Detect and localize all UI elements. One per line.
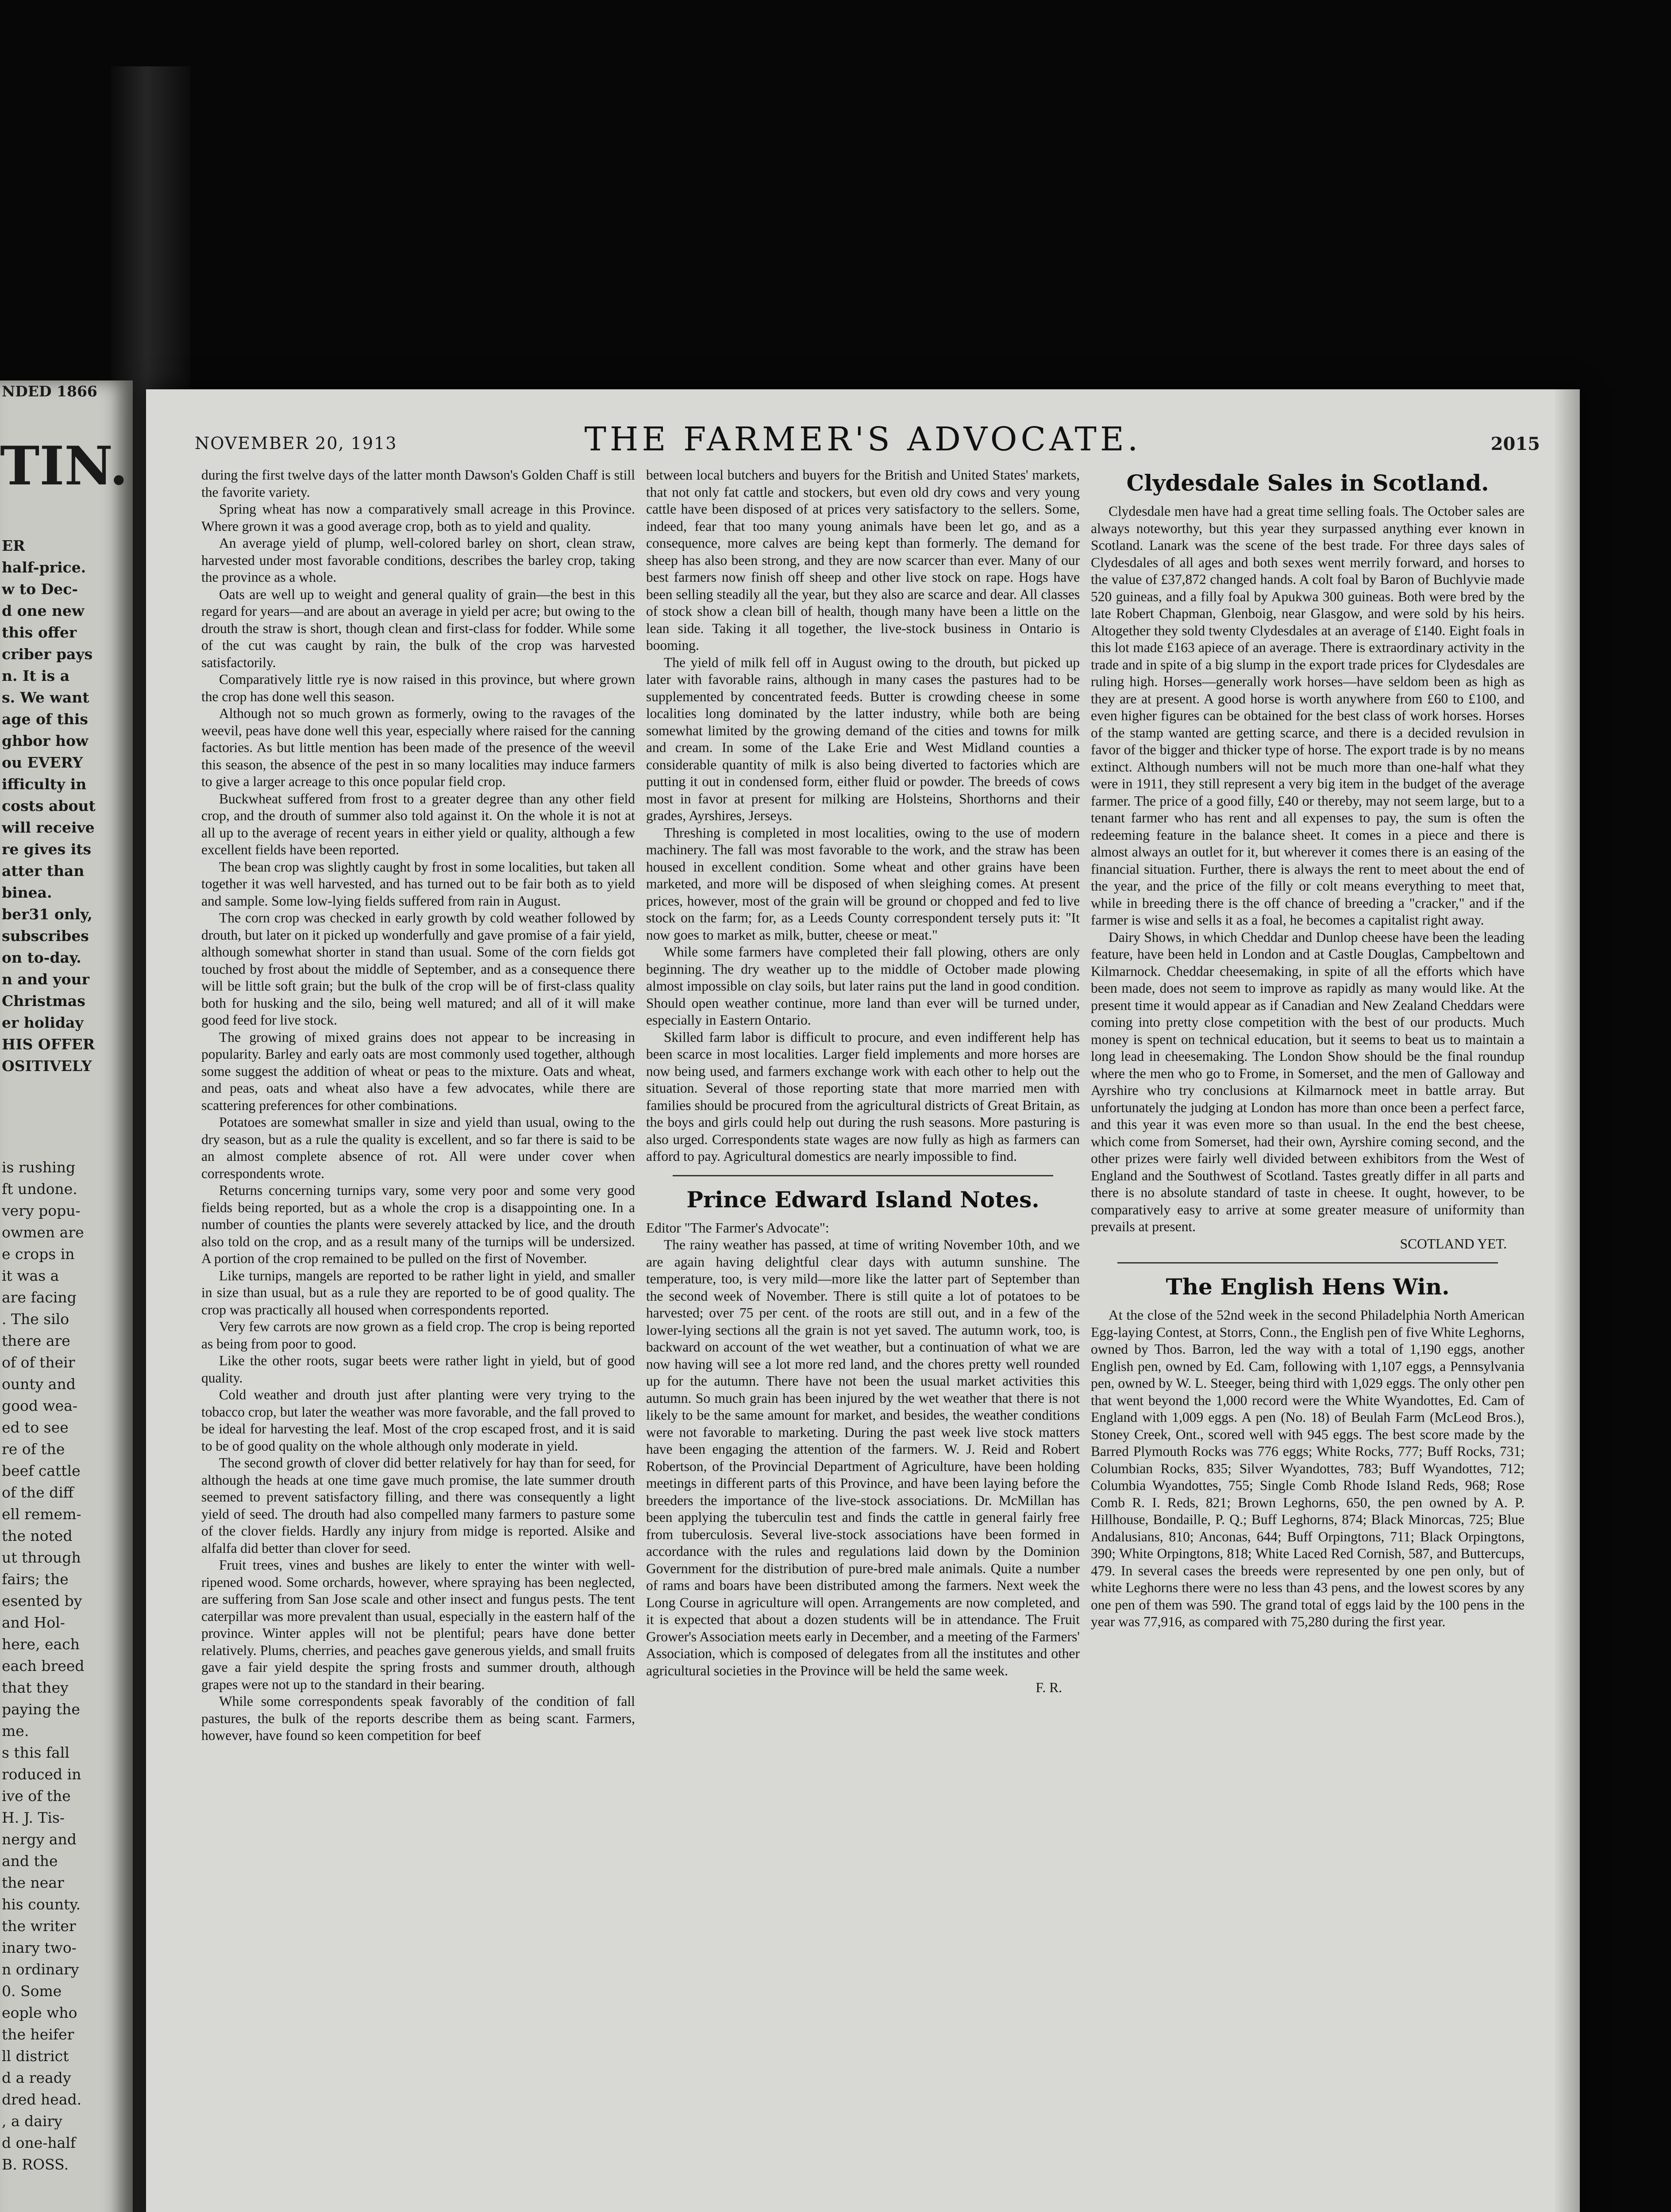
article-paragraph: The second growth of clover did better relatively for hay than for seed, for although the heads at one time gave much promise, the late summer drouth seemed to prevent satisfactory filling, and there was consequently a light yield of seed. The drouth had also compelled many farmers to pasture some of the clover fields. Hardly any injury from midge is reported. Alsike and alfalfa did better than clover for seed. — [201, 1455, 635, 1556]
facing-page-text-fragment: binea. — [2, 884, 52, 901]
facing-page-text-fragment: ut through — [2, 1549, 81, 1566]
issue-date: NOVEMBER 20, 1913 — [195, 434, 397, 453]
facing-page-text-fragment: me. — [2, 1722, 29, 1740]
article-paragraph: The growing of mixed grains does not appear to be increasing in popularity. Barley and early oats are most commonly used together, although some suggest the addition of wheat or peas to the mixture. Oats and wheat, and peas, oats and wheat also have a few advocates, while there are scattering preferences for other combinations. — [201, 1029, 635, 1113]
facing-page-text-fragment: good wea- — [2, 1397, 78, 1414]
facing-page-text-fragment: beef cattle — [2, 1462, 81, 1479]
facing-page-text-fragment: the noted — [2, 1527, 73, 1544]
page-number: 2015 — [1490, 434, 1540, 454]
facing-page-text-fragment: H. J. Tis- — [2, 1809, 65, 1826]
facing-page-text-fragment: it was a — [2, 1267, 59, 1284]
section-divider — [673, 1175, 1053, 1176]
facing-page-text-fragment: the writer — [2, 1917, 76, 1935]
article-paragraph: Skilled farm labor is difficult to procure, and even indifferent help has been scarce in most localities. Larger field implements and more horses are now being used, and farmers exchange work with each other to help out the situation. Several of those reporting state that more married men with families should be procured from the agricultural districts of Great Britain, as the boys and girls could help out during the rush seasons. More pasturing is also urged. Correspondents state wages are now fully as high as farmers can afford to pay. Agricultural domestics are nearly impossible to find. — [646, 1029, 1080, 1164]
facing-page-text-fragment: ounty and — [2, 1375, 76, 1393]
facing-page-text-fragment: ft undone. — [2, 1180, 77, 1198]
facing-page-text-fragment: TIN. — [0, 435, 128, 497]
facing-page-text-fragment: re gives its — [2, 841, 92, 858]
facing-page-text-fragment: er holiday — [2, 1014, 84, 1031]
article-paragraph: Editor "The Farmer's Advocate": — [646, 1220, 829, 1236]
article-paragraph: between local butchers and buyers for the British and United States' markets, that not only fat cattle and stockers, but even old dry cows and very young cattle have been disposed of at prices very satisfactory to the sellers. Some, indeed, fear that too many young animals have been let go, and as a consequence, more calves are being kept than formerly. The demand for sheep has also been strong, and they are now scarcer than ever. Many of our best farmers now finish off sheep and other live stock on rape. Hogs have been selling steadily all the year, but they also are scarce and dear. All classes of stock show a clean bill of health, though many have been a little on the lean side. Taking it all together, the live-stock business in Ontario is booming. — [646, 467, 1080, 653]
article-paragraph: Like the other roots, sugar beets were rather light in yield, but of good quality. — [201, 1353, 635, 1386]
article-paragraph: Fruit trees, vines and bushes are likely to enter the winter with well-ripened wood. Some orchards, however, where spraying has been neglected, are suffering from San Jose scale and other insect and fungus pests. The tent caterpillar was more prevalent than usual, especially in the eastern half of the province. Winter apples will not be plentiful; pears have done better relatively. Plums, cherries, and peaches gave generous yields, and small fruits gave a fair yield despite the spring frosts and summer drouth, although grapes were not up to the standard in their bearing. — [201, 1557, 635, 1692]
section-divider — [1117, 1262, 1498, 1263]
column-2 — [646, 467, 1080, 1697]
article-paragraph: While some farmers have completed their fall plowing, others are only beginning. The dry weather up to the middle of October made plowing almost impossible on clay soils, but later rains put the land in good condition. Should open weather continue, more land than ever will be turned under, especially in Eastern Ontario. — [646, 944, 1080, 1028]
facing-page-text-fragment: esented by — [2, 1592, 82, 1609]
article-paragraph: While some correspondents speak favorably of the condition of fall pastures, the bulk of the reports describe them as being scant. Farmers, however, have found so keen competition for beef — [201, 1694, 635, 1743]
facing-page-text-fragment: on to-day. — [2, 949, 81, 966]
article-paragraph: Threshing is completed in most localities, owing to the use of modern machinery. The fall was most favorable to the work, and the straw has been housed in excellent condition. Some wheat and other grains have been marketed, and more will be disposed of when sleighing comes. At present prices, however, most of the grain will be ground or chopped and fed to live stock on the farm; for, as a Leeds County correspondent tersely puts it: "It now goes to market as milk, butter, cheese or meat." — [646, 825, 1080, 943]
facing-page-text-fragment: roduced in — [2, 1766, 81, 1783]
facing-page-text-fragment: n and your — [2, 971, 89, 988]
facing-page-text-fragment: paying the — [2, 1701, 80, 1718]
facing-page-text-fragment: owmen are — [2, 1224, 84, 1241]
facing-page-spacer — [0, 2175, 133, 2202]
article-headline: The English Hens Win. — [1166, 1274, 1450, 1300]
facing-page-text-fragment: s this fall — [2, 1744, 69, 1761]
facing-page-text-fragment: subscribes — [2, 927, 89, 945]
facing-page-text-fragment: half-price. — [2, 559, 86, 576]
facing-page-text-fragment: atter than — [2, 862, 85, 879]
facing-page-text-fragment: B. ROSS. — [2, 2156, 69, 2173]
article-paragraph: The corn crop was checked in early growth by cold weather followed by drouth, but later on it picked up wonderfully and gave promise of a fair yield, although somewhat shorter in stand than usual. Some of the corn fields got touched by frost about the middle of September, and as a consequence there will be little soft grain; but the bulk of the crop will be of first-class quality both for husking and the silo, being well matured; and all of it will make good feed for live stock. — [201, 910, 635, 1028]
article-paragraph: Spring wheat has now a comparatively small acreage in this Province. Where grown it was a good average crop, both as to yield and quality. — [201, 501, 635, 534]
facing-page-text-fragment: of the diff — [2, 1484, 74, 1501]
facing-page-text-fragment: ou EVERY — [2, 754, 83, 771]
article-paragraph: Dairy Shows, in which Cheddar and Dunlop cheese have been the leading feature, have been held in London and at Castle Douglas, Campbeltown and Kilmarnock. Cheddar cheesemaking, in spite of all the efforts which have been made, does not seem to improve as rapidly as many would like. At the present time it would appear as if Canadian and New Zealand Cheddars were coming into pretty close competition with the best of our products. Much money is spent on technical education, but it seems to beat us to maintain a long lead in cheesemaking. The London Show should be the final roundup where the men who go to Frome, in Somerset, and the men of Galloway and Ayrshire who try conclusions at Kilmarnock meet in battle array. But unfortunately the judging at London has more than once been a perfect farce, and this year it was even more so than usual. In the end the best cheese, which come from Somerset, had their own, Ayrshire coming second, and the other prizes were fairly well divided between exhibitors from the West of England and the Southwest of Scotland. Tastes greatly differ in all parts and there is no absolute standard of taste in cheese. It ought, however, to be comparatively easy to arrive at some greater measure of uniformity than prevails at present. — [1091, 929, 1525, 1234]
facing-page-text-fragment: there are — [2, 1332, 70, 1349]
facing-page-text-fragment: ifficulty in — [2, 776, 87, 793]
facing-page-text-fragment: nergy and — [2, 1831, 77, 1848]
facing-page-text-fragment: ell remem- — [2, 1505, 81, 1523]
facing-page-text-fragment: ER — [2, 537, 25, 554]
facing-page-text-fragment: s. We want — [2, 689, 89, 706]
facing-page-text-fragment: criber pays — [2, 645, 93, 663]
facing-page-text-fragment: age of this — [2, 710, 88, 728]
facing-page-text-fragment: each breed — [2, 1657, 85, 1674]
article-paragraph: Cold weather and drouth just after planting were very trying to the tobacco crop, but later the weather was more favorable, and the fall proved to be ideal for harvesting the leaf. Most of the crop escaped frost, and it is said to be of good quality on the whole although only moderate in yield. — [201, 1387, 635, 1454]
facing-page-text-fragment: the near — [2, 1874, 64, 1891]
facing-page-spacer — [0, 1077, 133, 1103]
facing-page-text-fragment: that they — [2, 1679, 69, 1696]
facing-page-text-fragment: ive of the — [2, 1787, 71, 1805]
article-paragraph: An average yield of plump, well-colored barley on short, clean straw, harvested under most favorable conditions, describes the barley crop, taking the province as a whole. — [201, 535, 635, 585]
article-paragraph: Buckwheat suffered from frost to a greater degree than any other field crop, and the drouth of summer also told against it. On the whole it is not at all up to the average of recent years in either yield or quality, although a few excellent fields have been reported. — [201, 791, 635, 857]
article-paragraph: Although not so much grown as formerly, owing to the ravages of the weevil, peas have done well this year, especially where raised for the canning factories. As but little mention has been made of the presence of the weevil this season, the absence of the pest in so many localities may induce farmers to give a larger acreage to this once popular field crop. — [201, 706, 635, 789]
facing-page-text-fragment: and Hol- — [2, 1614, 65, 1631]
publication-title: THE FARMER'S ADVOCATE. — [584, 420, 1142, 458]
facing-page-text-fragment: of of their — [2, 1354, 75, 1371]
article-paragraph: The rainy weather has passed, at time of writing November 10th, and we are again having delightful clear days with autumn sunshine. The temperature, too, is very mild—more like the latter part of September than the second week of November. There is still quite a lot of potatoes to be harvested; over 75 per cent. of the roots are still out, and in a few of the lower-lying sections all the grain is not yet saved. The autumn work, too, is backward on account of the wet weather, but a continuation of what we are now having will see a lot more red land, and the chores pretty well rounded up for the autumn. There have not been the usual market activities this autumn. So much grain has been injured by the wet weather that there is not likely to be the same amount for market, and besides, the weather conditions were not favorable to marketing. During the past week live stock matters have been engaging the attention of the farmers. W. J. Reid and Robert Robertson, of the Provincial Department of Agriculture, have been holding meetings in different parts of this Province, and have been laying before the breeders the importance of the live-stock associations. Dr. McMillan has been applying the tuberculin test and finds the cattle in general fairly free from tuberculosis. Several live-stock associations have been formed in accordance with the rules and regulations laid down by the Dominion Government for the distribution of pure-bred male animals. Quite a number of rams and boars have been distributed among the farmers. Next week the Long Course in agriculture will open. Arrangements are now completed, and it is expected that about a dozen students will be in attendance. The Fruit Grower's Association meets early in December, and a meeting of the Farmers' Association, which is composed of delegates from all the institutes and other agricultural societies in the Province will be held the same week. — [646, 1237, 1080, 1678]
column-3 — [1091, 467, 1525, 1631]
facing-page-spacer — [0, 1103, 133, 1130]
article-signature: F. R. — [1036, 1680, 1062, 1695]
article-paragraph: Returns concerning turnips vary, some very poor and some very good fields being reported, but as a whole the crop is a disappointing one. In a number of counties the plants were severely attacked by lice, and the drouth also told on the crop, and as a result many of the turnips will be undersized. A portion of the crop remained to be pulled on the first of November. — [201, 1183, 635, 1266]
facing-page-text-fragment: OSITIVELY — [2, 1057, 92, 1075]
facing-page-text-fragment: dred head. — [2, 2091, 82, 2108]
facing-page-text-fragment: NDED 1866 — [2, 383, 97, 400]
facing-page-text-fragment — [0, 2202, 133, 2212]
facing-page-text-fragment: d one-half — [2, 2134, 76, 2151]
facing-page-text-fragment: fairs; the — [2, 1571, 69, 1588]
article-paragraph: during the first twelve days of the latter month Dawson's Golden Chaff is still the favorite variety. — [201, 467, 635, 500]
facing-page-text-fragment: ber31 only, — [2, 906, 92, 923]
facing-page-text-fragment: this offer — [2, 624, 77, 641]
article-paragraph: Very few carrots are now grown as a field crop. The crop is being reported as being from poor to good. — [201, 1319, 635, 1352]
facing-page-text-fragment: d one new — [2, 602, 85, 619]
facing-page-text-fragment: will receive — [2, 819, 95, 836]
facing-page-text-fragment: costs about — [2, 797, 96, 814]
facing-page-text-fragment: are facing — [2, 1289, 77, 1306]
facing-page-spacer — [0, 402, 133, 429]
article-paragraph: Potatoes are somewhat smaller in size and yield than usual, owing to the dry season, but as a rule the quality is excellent, and so far there is said to be an almost complete absence of rot. All were under cover when correspondents wrote. — [201, 1114, 635, 1181]
article-paragraph: Comparatively little rye is now raised in this province, but where grown the crop has done well this season. — [201, 672, 635, 704]
facing-page-text-fragment: e crops in — [2, 1245, 75, 1263]
facing-page-text-fragment: , a dairy — [2, 2112, 62, 2130]
facing-page-text-fragment: . The silo — [2, 1310, 69, 1328]
article-paragraph: Oats are well up to weight and general quality of grain—the best in this regard for years—and are about an average in yield per acre; but owing to the drouth the straw is short, though clean and first-class for fodder. While some of the cut was caught by rain, the bulk of the crop was harvested satisfactorily. — [201, 586, 635, 670]
article-paragraph: Like turnips, mangels are reported to be rather light in yield, and smaller in size than usual, but as a rule they are reported to be of good quality. The crop was practically all housed when correspondents reported. — [201, 1267, 635, 1317]
facing-page-text-fragment: w to Dec- — [2, 580, 78, 598]
facing-page-text-fragment: ll district — [2, 2047, 69, 2065]
newspaper-page — [146, 389, 1580, 2212]
facing-page-spacer — [0, 1130, 133, 1156]
facing-page-spacer — [0, 508, 133, 535]
facing-page-text-fragment: ed to see — [2, 1419, 69, 1436]
facing-page-text-fragment: inary two- — [2, 1939, 77, 1956]
facing-page-text-fragment: HIS OFFER — [2, 1036, 95, 1053]
facing-page-text-fragment: re of the — [2, 1440, 65, 1458]
facing-page-text-fragment: is rushing — [2, 1159, 76, 1176]
facing-page-text-fragment: very popu- — [2, 1202, 81, 1219]
article-paragraph: At the close of the 52nd week in the second Philadelphia North American Egg-laying Contest, at Storrs, Conn., the English pen of five White Leghorns, owned by Thos. Barron, led the way with a total of 1,190 eggs, another English pen, owned by Ed. Cam, following with 1,107 eggs, a Pennsylvania pen, owned by W. L. Steeger, being third with 1,029 eggs. The only other pen that went beyond the 1,000 record were the White Wyandottes, Ed. Cam of England with 1,009 eggs. A pen (No. 18) of Beulah Farm (McLeod Bros.), Stoney Creek, Ont., scored well with 945 eggs. The best score made by the Barred Plymouth Rocks was 776 eggs; White Rocks, 777; Buff Rocks, 731; Columbian Rocks, 835; Silver Wyandottes, 783; Buff Wyandottes, 712; Columbia Wyandottes, 755; Single Comb Rhode Island Reds, 968; Rose Comb R. I. Reds, 821; Brown Leghorns, 650, the pen owned by A. P. Hillhouse, Bondaille, P. Q.; Buff Leghorns, 874; Black Minorcas, 725; Blue Andalusians, 810; Anconas, 644; Buff Orpingtons, 711; Black Orpingtons, 390; White Orpingtons, 818; White Laced Red Cornish, 587, and Buttercups, 479. In several cases the breeds were represented by one pen only, but of white Leghorns there were no less than 43 pens, and the lowest scores by any one pen of them was 590. The grand total of eggs laid by the 100 pens in the year was 77,916, as compared with 75,280 during the first year. — [1091, 1307, 1525, 1629]
facing-page-text-fragment: and the — [2, 1852, 58, 1870]
facing-page-text-fragment: n. It is a — [2, 667, 70, 684]
facing-page-text-fragment: here, each — [2, 1636, 80, 1653]
facing-page-fragment — [0, 380, 133, 2212]
masthead — [195, 420, 1540, 460]
article-paragraph: Clydesdale men have had a great time selling foals. The October sales are always noteworthy, but this year they surpassed anything ever known in Scotland. Lanark was the scene of the best trade. For three days sales of Clydesdales of all ages and both sexes went merrily forward, and horses to the value of £37,872 changed hands. A colt foal by Baron of Buchlyvie made 520 guineas, and a filly foal by Apukwa 300 guineas. Both were bred by the late Robert Chapman, Glenboig, near Glasgow, and were sold by his heirs. Altogether they sold twenty Clydesdales at an average of £140. Eight foals in this lot made £163 apiece of an average. There is extraordinary activity in the trade and in spite of a big slump in the export trade prices for Clydesdales are ruling high. Horses—generally work horses—have seldom been as high as they are at present. A good horse is worth anywhere from £60 to £100, and even higher figures can be obtained for the best class of work horses. Horses of the stamp wanted are getting scarce, and there is a decided revulsion in favor of the bigger and thicker type of horse. The export trade is by no means extinct. Although numbers will not be much more than one-half what they were in 1911, they still represent a very big item in the budget of the average farmer. The price of a good filly, £40 or thereby, may not seem large, but to a tenant farmer who has rent and all expenses to pay, the sum is often the redeeming feature in the balance sheet. It comes in a piece and there is almost always an outlet for it, but wherever it comes there is an easing of the financial situation. Further, there is always the rent to meet about the end of the year, and the price of the filly or colt means everything to meet that, while in breeding there is the off chance of breeding a "cracker," and if the farmer is wise and sells it as a foal, he becomes a capitalist right away. — [1091, 503, 1525, 928]
article-headline: Prince Edward Island Notes. — [686, 1186, 1040, 1213]
facing-page-text-fragment: eople who — [2, 2004, 77, 2021]
facing-page-text-fragment: the heifer — [2, 2026, 74, 2043]
facing-page-text-fragment: d a ready — [2, 2069, 71, 2086]
facing-page-text-fragment: his county. — [2, 1896, 81, 1913]
article-headline: Clydesdale Sales in Scotland. — [1126, 470, 1489, 496]
facing-page-text-fragment: ghbor how — [2, 732, 89, 749]
facing-page-text-fragment: 0. Some — [2, 1982, 62, 2000]
article-signature: SCOTLAND YET. — [1400, 1236, 1507, 1252]
article-paragraph: The yield of milk fell off in August owing to the drouth, but picked up later with favorable rains, although in many cases the pastures had to be supplemented by concentrated feeds. Butter is crowding cheese in some localities long dominated by the latter industry, while both are being somewhat limited by the growing demand of the cities and towns for milk and cream. In some of the Lake Erie and West Midland counties a considerable quantity of milk is also being diverted to factories which are putting it out in condensed form, either fluid or powder. The breeds of cows most in favor at present for milking are Holsteins, Shorthorns and their grades, Ayrshires, Jerseys. — [646, 654, 1080, 823]
facing-page-text-fragment: Christmas — [2, 992, 85, 1010]
column-1 — [201, 467, 635, 1744]
article-paragraph: The bean crop was slightly caught by frost in some localities, but taken all together it was well harvested, and has turned out to be fair both as to yield and sample. Some low-lying fields suffered from rain in August. — [201, 859, 635, 909]
facing-page-text-fragment: n ordinary — [2, 1961, 79, 1978]
